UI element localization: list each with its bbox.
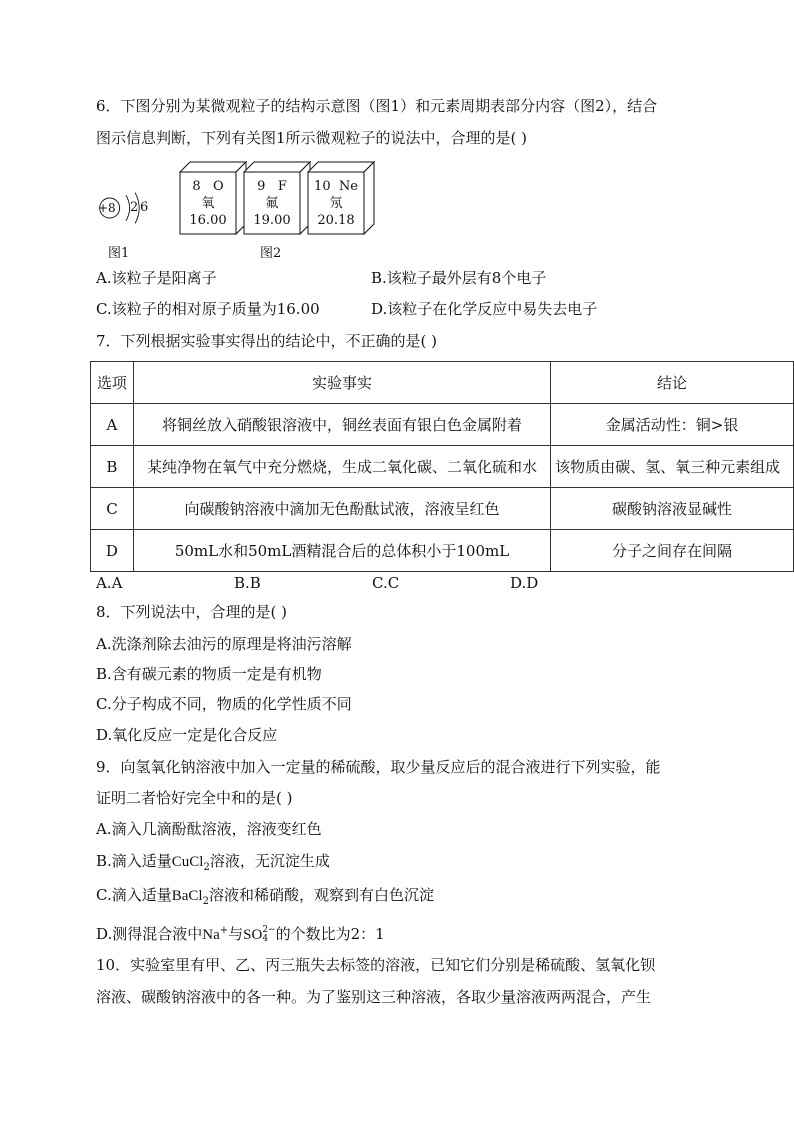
q6-option-b[interactable]: B.该粒子最外层有8个电子 (371, 269, 547, 287)
table-cell: A (91, 404, 134, 446)
table-row (91, 446, 794, 488)
atom-shell2-label: 6 (140, 200, 149, 215)
table-cell: B (91, 446, 134, 488)
element-name: 氧 (201, 196, 215, 211)
chem-subscript: 2 (203, 862, 210, 873)
chem-subscript: 4 (262, 934, 269, 944)
option-text: 溶液，无沉淀生成 (209, 852, 330, 870)
option-text: 溶液和稀硝酸，观察到有白色沉淀 (208, 886, 434, 904)
q7-option-c[interactable]: C.C (372, 574, 400, 592)
table-cell: 金属活动性：铜>银 (551, 404, 794, 446)
q8-option-b[interactable]: B.含有碳元素的物质一定是有机物 (96, 665, 322, 683)
chem-formula: SO (243, 927, 263, 943)
table-cell: 碳酸钠溶液显碱性 (551, 488, 794, 530)
q7-stem: 7．下列根据实验事实得出的结论中，不正确的是( ) (96, 332, 438, 350)
element-number: 8 (192, 179, 201, 194)
atom-nucleus-label: +8 (98, 201, 116, 215)
option-text: 与 (228, 925, 244, 943)
table-cell: D (91, 530, 134, 572)
q6-option-d[interactable]: D.该粒子在化学反应中易失去电子 (371, 300, 598, 318)
option-text: C.滴入适量 (96, 886, 172, 904)
q7-option-d[interactable]: D.D (510, 574, 539, 592)
element-mass: 16.00 (189, 213, 227, 228)
q10-stem-line2: 溶液、碳酸钠溶液中的各一种。为了鉴别这三种溶液，各取少量溶液两两混合，产生 (96, 988, 652, 1006)
element-symbol: O (213, 179, 224, 194)
q8-option-d[interactable]: D.氧化反应一定是化合反应 (96, 726, 278, 744)
table-cell: 50mL水和50mL酒精混合后的总体积小于100mL (133, 530, 550, 572)
table-header-cell: 结论 (551, 362, 794, 404)
q7-table (90, 361, 794, 572)
q6-option-c[interactable]: C.该粒子的相对原子质量为16.00 (96, 300, 320, 318)
element-cell-o (180, 178, 236, 229)
option-text: 的个数比为2：1 (275, 925, 385, 943)
table-row (91, 488, 794, 530)
table-cell: 将铜丝放入硝酸银溶液中，铜丝表面有银白色金属附着 (133, 404, 550, 446)
chem-formula: BaCl (171, 888, 203, 904)
q7-option-a[interactable]: A.A (96, 574, 123, 592)
q9-option-d[interactable] (96, 921, 385, 945)
table-cell: 该物质由碳、氢、氧三种元素组成 (551, 446, 794, 488)
q8-option-a[interactable]: A.洗涤剂除去油污的原理是将油污溶解 (96, 635, 352, 653)
table-header-cell: 实验事实 (133, 362, 550, 404)
table-row (91, 530, 794, 572)
q9-option-b[interactable] (96, 851, 330, 878)
chem-formula: Na (202, 927, 220, 943)
element-cell-f (244, 178, 300, 229)
element-number: 9 (257, 179, 266, 194)
element-symbol: F (277, 179, 287, 194)
element-symbol: Ne (338, 179, 358, 194)
chem-formula: CuCl (171, 854, 204, 870)
chem-superscript: 2− (262, 925, 276, 935)
element-number: 10 (314, 179, 331, 194)
table-row (91, 404, 794, 446)
fig2-caption: 图2 (260, 246, 282, 261)
q9-option-c[interactable] (96, 885, 434, 912)
q6-stem-line1: 6．下图分别为某微观粒子的结构示意图（图1）和元素周期表部分内容（图2），结合 (96, 97, 658, 115)
table-cell: C (91, 488, 134, 530)
element-mass: 20.18 (317, 213, 355, 228)
q8-option-c[interactable]: C.分子构成不同，物质的化学性质不同 (96, 695, 352, 713)
q9-stem-line1: 9．向氢氧化钠溶液中加入一定量的稀硫酸，取少量反应后的混合液进行下列实验，能 (96, 758, 661, 776)
chem-superscript: + (219, 925, 229, 936)
q8-stem: 8．下列说法中，合理的是( ) (96, 603, 288, 621)
table-cell: 某纯净物在氧气中充分燃烧，生成二氧化碳、二氧化硫和水 (133, 446, 550, 488)
q6-stem-line2: 图示信息判断，下列有关图1所示微观粒子的说法中，合理的是( ) (96, 129, 528, 147)
table-header-cell: 选项 (91, 362, 134, 404)
table-cell: 向碳酸钠溶液中滴加无色酚酞试液，溶液呈红色 (133, 488, 550, 530)
chem-subscript: 2 (202, 896, 209, 907)
q9-option-a[interactable]: A.滴入几滴酚酞溶液，溶液变红色 (96, 820, 322, 838)
element-name: 氟 (265, 196, 279, 211)
atom-shell1-label: 2 (130, 200, 139, 215)
element-mass: 19.00 (253, 213, 291, 228)
option-text: D.测得混合液中 (96, 925, 203, 943)
table-cell: 分子之间存在间隔 (551, 530, 794, 572)
fig1-caption: 图1 (108, 246, 130, 261)
q6-option-a[interactable]: A.该粒子是阳离子 (96, 269, 217, 287)
element-name: 氖 (329, 196, 343, 211)
q9-stem-line2: 证明二者恰好完全中和的是( ) (96, 789, 293, 807)
option-text: B.滴入适量 (96, 852, 172, 870)
q10-stem-line1: 10．实验室里有甲、乙、丙三瓶失去标签的溶液，已知它们分别是稀硫酸、氢氧化钡 (96, 956, 656, 974)
q7-option-b[interactable]: B.B (234, 574, 261, 592)
element-cell-ne (308, 178, 364, 229)
table-header-row (91, 362, 794, 404)
